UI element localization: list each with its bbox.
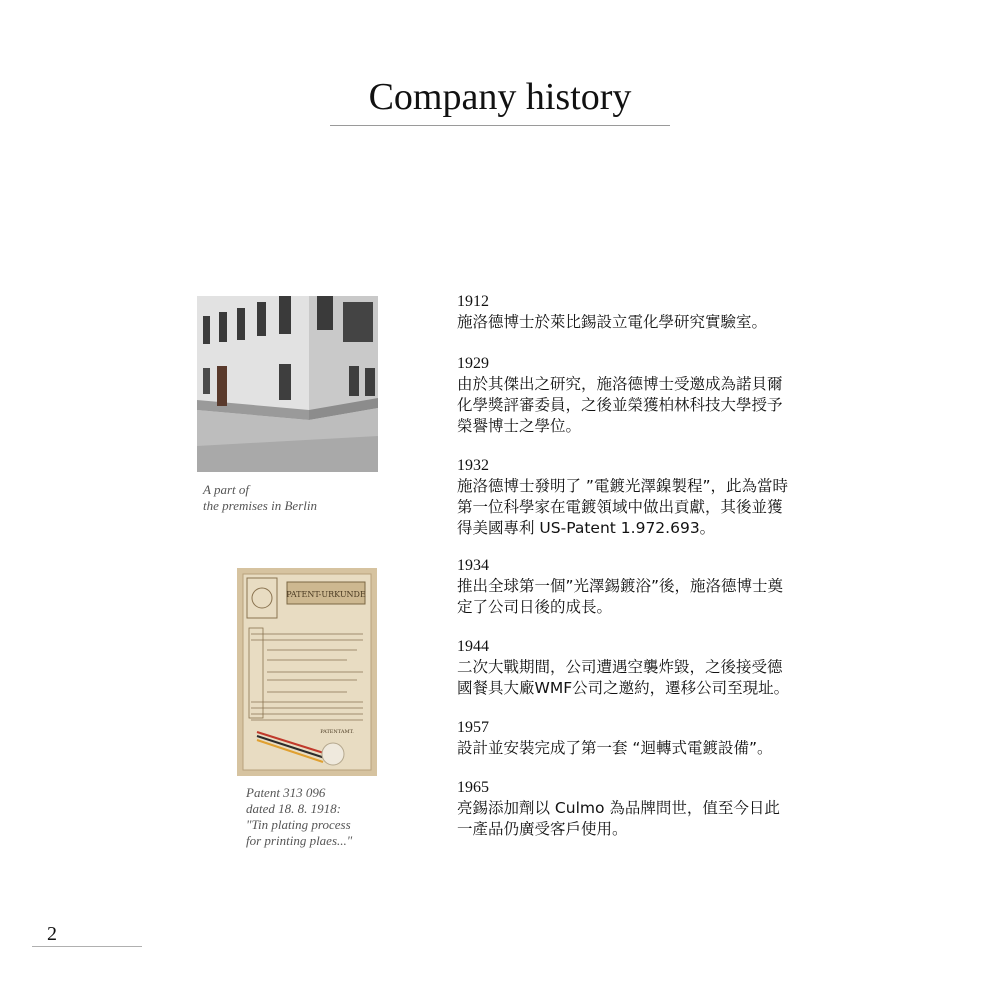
page-number: 2 [47, 923, 57, 945]
caption-line: dated 18. 8. 1918: [246, 801, 341, 816]
timeline-entry [457, 636, 789, 699]
berlin-photo-caption [203, 482, 317, 514]
timeline-text: 施洛德博士發明了 ”電鍍光澤鎳製程”，此為當時 [457, 477, 788, 495]
patent-footer: PATENTAMT. [320, 729, 354, 735]
timeline-year: 1944 [457, 638, 489, 655]
timeline-entry [457, 455, 788, 539]
caption-line: A part of [203, 482, 249, 497]
timeline-year: 1912 [457, 293, 489, 310]
timeline-year: 1932 [457, 457, 489, 474]
timeline-text: 第一位科學家在電鍍領域中做出貢獻，其後並獲 [457, 498, 783, 516]
caption-line: the premises in Berlin [203, 498, 317, 513]
berlin-premises-photo [197, 296, 378, 472]
timeline-text: 由於其傑出之研究，施洛德博士受邀成為諾貝爾 [457, 375, 783, 393]
title-underline [330, 125, 670, 126]
page-number-rule [32, 946, 142, 947]
timeline-text: 得美國專利 US-Patent 1.972.693。 [457, 519, 716, 537]
timeline-text: 推出全球第一個”光澤錫鍍浴”後，施洛德博士奠 [457, 577, 784, 595]
timeline-entry [457, 555, 783, 618]
timeline-text: 國餐具大廠WMF公司之邀約，遷移公司至現址。 [457, 679, 790, 697]
page-title: Company history [368, 76, 632, 118]
caption-line: Patent 313 096 [246, 785, 326, 800]
patent-document-image [237, 568, 377, 776]
timeline-year: 1934 [457, 557, 489, 574]
timeline-entry [457, 291, 767, 333]
timeline-year: 1957 [457, 719, 489, 736]
timeline-text: 二次大戰期間，公司遭遇空襲炸毀，之後接受德 [457, 658, 783, 676]
timeline-text: 施洛德博士於萊比錫設立電化學研究實驗室。 [457, 313, 768, 331]
timeline-text: 一產品仍廣受客戶使用。 [457, 820, 628, 838]
timeline-text: 設計並安裝完成了第一套 “迴轉式電鍍設備”。 [457, 739, 773, 757]
timeline-year: 1929 [457, 355, 489, 372]
patent-heading: PATENT-URKUNDE [286, 590, 366, 599]
timeline-entry [457, 777, 780, 840]
timeline-text: 亮錫添加劑以 Culmo 為品牌問世，值至今日此 [457, 799, 780, 817]
timeline-entry [457, 717, 773, 759]
patent-caption [246, 785, 352, 849]
timeline-text: 榮譽博士之學位。 [457, 417, 582, 435]
timeline-year: 1965 [457, 779, 489, 796]
timeline-text: 化學獎評審委員，之後並榮獲柏林科技大學授予 [457, 396, 783, 414]
caption-line: for printing plaes..." [246, 833, 353, 848]
timeline-text: 定了公司日後的成長。 [457, 598, 613, 616]
caption-line: "Tin plating process [246, 817, 351, 832]
timeline-entry [457, 353, 783, 437]
